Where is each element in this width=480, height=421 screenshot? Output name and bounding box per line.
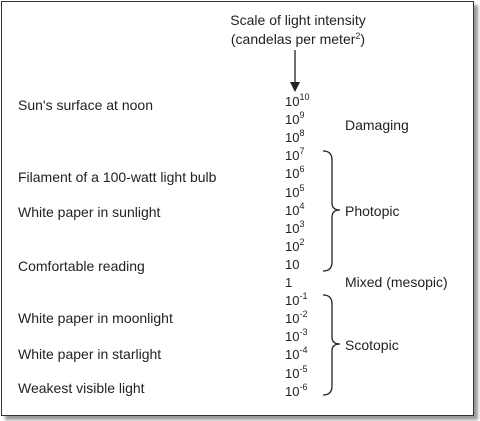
- scale-value-base: 10: [285, 293, 300, 309]
- scale-value-exponent: -4: [299, 345, 308, 356]
- scale-value-exponent: 7: [299, 146, 305, 157]
- scale-value-base: 10: [285, 202, 300, 218]
- scale-value-base: 1: [285, 275, 293, 290]
- example-paper-starlight: White paper in starlight: [18, 346, 162, 362]
- scale-value-exponent: 3: [299, 218, 305, 229]
- scale-value: [285, 363, 308, 382]
- example-comfortable-reading: Comfortable reading: [18, 258, 145, 274]
- scale-value: [285, 148, 304, 164]
- scale-value-exponent: -2: [299, 309, 308, 320]
- scale-value-base: 10: [285, 365, 300, 381]
- scale-value: [285, 200, 305, 219]
- scale-value: [285, 275, 292, 291]
- down-arrow-icon: [290, 50, 300, 92]
- scale-value: [285, 293, 307, 309]
- scale-value: [285, 166, 304, 182]
- scale-value-exponent: 4: [299, 200, 305, 211]
- scale-value-base: 10: [285, 383, 300, 399]
- scale-value-exponent: 6: [299, 164, 305, 175]
- scale-value: [285, 218, 305, 237]
- scale-value: [285, 236, 305, 255]
- scale-value: [285, 311, 307, 327]
- scale-value: [285, 130, 304, 146]
- scale-value-base: 10: [285, 347, 300, 363]
- example-light-bulb-filament: Filament of a 100-watt light bulb: [18, 169, 217, 185]
- scale-value: [285, 381, 308, 400]
- scale-value-exponent: -3: [299, 327, 308, 338]
- scale-value-base: 10: [285, 256, 300, 272]
- scale-value-exponent: -1: [299, 291, 308, 302]
- scale-value-base: 10: [285, 329, 300, 345]
- scale-value-exponent: 9: [299, 110, 305, 121]
- scale-value: [285, 94, 309, 110]
- scale-value-base: 10: [285, 148, 300, 164]
- scale-units-close: ): [360, 31, 366, 47]
- category-damaging: Damaging: [345, 117, 409, 133]
- scale-value-base: 10: [285, 311, 300, 327]
- category-photopic: Photopic: [345, 203, 400, 219]
- scale-value-base: 10: [285, 166, 300, 182]
- scale-value: [285, 112, 304, 128]
- category-scotopic: Scotopic: [345, 337, 399, 353]
- scale-value: [285, 182, 305, 201]
- scale-value-exponent: -5: [299, 363, 308, 374]
- scale-value-base: 10: [285, 238, 300, 254]
- example-weakest-light: Weakest visible light: [18, 380, 145, 396]
- scale-value-exponent: 5: [299, 182, 305, 193]
- scotopic-brace: [323, 295, 340, 395]
- category-mesopic: Mixed (mesopic): [345, 274, 448, 290]
- scale-value-exponent: 8: [299, 128, 305, 139]
- scale-value-exponent: 10: [299, 92, 310, 102]
- scale-value-base: 10: [285, 220, 300, 236]
- scale-value: [285, 257, 299, 273]
- scale-value: [285, 329, 307, 345]
- scale-value-base: 10: [285, 130, 300, 146]
- scale-value-exponent: 2: [299, 236, 305, 247]
- scale-title-line1: Scale of light intensity: [230, 12, 366, 28]
- scale-value-exponent: -6: [299, 381, 308, 392]
- example-paper-moonlight: White paper in moonlight: [18, 310, 173, 326]
- scale-value: [285, 347, 307, 363]
- scale-value-base: 10: [285, 112, 300, 128]
- scale-value-base: 10: [285, 184, 300, 200]
- example-paper-sunlight: White paper in sunlight: [18, 204, 161, 220]
- scale-units-text: (candelas per meter: [230, 31, 356, 47]
- scale-units-superscript: 2: [355, 31, 361, 41]
- scale-value-base: 10: [285, 94, 300, 109]
- photopic-brace: [323, 151, 340, 271]
- example-sun-surface: Sun's surface at noon: [18, 97, 153, 113]
